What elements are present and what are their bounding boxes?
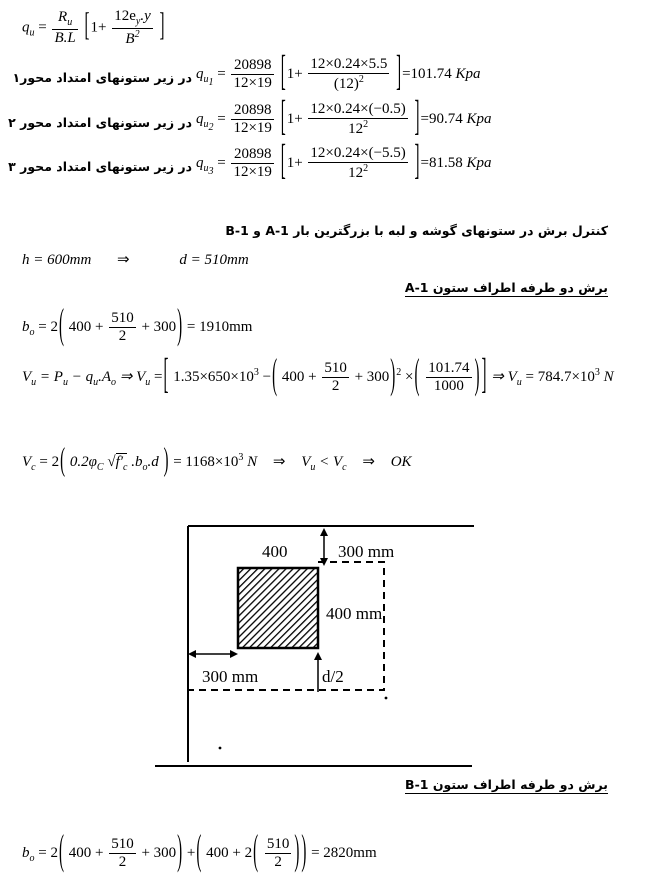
punching-shear-diagram [150, 520, 480, 770]
label-300-top: 300 mm [338, 542, 395, 561]
label-400-side: 400 mm [326, 604, 383, 623]
bo-a1-formula: $b_o = 2$( 400 + $\frac{510}{2}$ + 300) = 1910mm [22, 303, 253, 349]
qu2-formula: $q_{u_2}$ = $\frac{20898}{12\times 19}$ [1+ $\frac{12\times 0.24\times(-0.5)}{12^2}$ ]=90.74 Kpa [196, 95, 492, 141]
depth-line: h = 600mm ⇒ d = 510mm [22, 252, 249, 268]
qu3-label: در زیر ستونهای امتداد محور ۳ [8, 159, 192, 174]
vu-a1-formula: $V_u = P_u - q_u.A_o$ ⇒ $V_u$ =[ $1.35\times 650\times 10^3$ −( 400 + $\frac{510}{2}$ + 300)$^2$ ×( $\frac{101.74}{1000}$ ) ] ⇒ $V_u = 784.7\times 10^3$ N [22, 353, 614, 399]
shear-control-heading: کنترل برش در ستونهای گوشه و لبه با بزرگترین بار A-1 و B-1 [225, 223, 608, 238]
section-b1-heading: برش دو طرفه اطراف ستون B-1 [405, 777, 608, 792]
qu1-formula: $q_{u_1}$ = $\frac{20898}{12\times 19}$ [1+ $\frac{12\times 0.24\times 5.5}{(12)^2}$ ]=101.74 Kpa [196, 50, 481, 96]
label-d2: d/2 [322, 667, 344, 686]
qu1-label: در زیر ستونهای امتداد محور۱ [12, 70, 192, 85]
label-400-top: 400 [262, 542, 288, 561]
bo-b1-formula: $b_o = 2$( 400 + $\frac{510}{2}$ + 300) +( 400 + 2( $\frac{510}{2}$ ) ) = 2820mm [22, 829, 377, 875]
section-a1-heading: برش دو طرفه اطراف ستون A-1 [404, 280, 608, 295]
column-hatched [238, 568, 318, 648]
qu3-formula: $q_{u_3}$ = $\frac{20898}{12\times 19}$ [1+ $\frac{12\times 0.24\times(-5.5)}{12^2}$ ]=81.58 Kpa [196, 139, 492, 185]
qu2-label: در زیر ستونهای امتداد محور ۲ [8, 115, 192, 130]
qu-general-formula: $q_u$ = $\frac{R_u}{B.L}$ [1+ $\frac{12e_y.y}{B^2}$ ] [22, 8, 165, 47]
label-300-left: 300 mm [202, 667, 259, 686]
vc-a1-formula: $V_c = 2$( $0.2\varphi_C$ $√f'_c$ $.b_o.d$ ) = $1168\times 10^3$ N ⇒ $V_u < V_c$ ⇒ OK [22, 443, 412, 480]
